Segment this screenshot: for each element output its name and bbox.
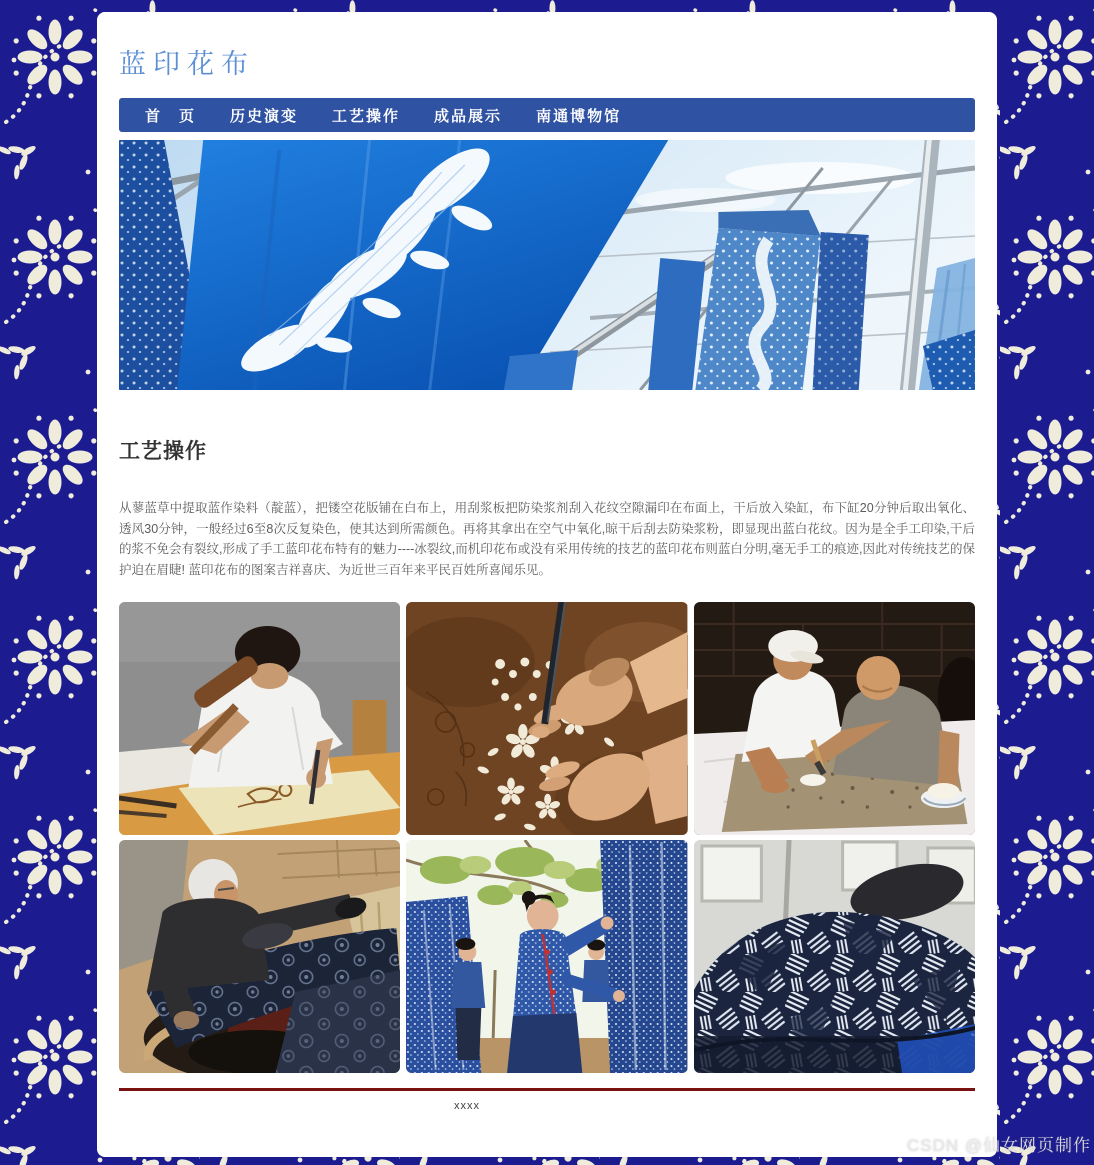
hanging-fabric-right xyxy=(600,840,687,1073)
photo-finished-indigo-fabric xyxy=(694,840,975,1073)
photo-drying-printed-fabric-outdoors xyxy=(406,840,687,1073)
content-card xyxy=(97,12,997,1157)
footer-text: xxxx xyxy=(454,1100,480,1112)
main-nav xyxy=(119,98,975,132)
small-blue-piece xyxy=(504,350,578,390)
section-heading: 工艺操作 xyxy=(119,440,207,463)
csdn-watermark: CSDN @仙女网页制作 xyxy=(906,1136,1091,1155)
nav-item-home[interactable]: 首 页 xyxy=(145,107,197,125)
photo-scraping-paste-on-fabric xyxy=(694,602,975,835)
intro-paragraph: 从蓼蓝草中提取蓝作染料（靛蓝），把镂空花版铺在白布上，用刮浆板把防染浆剂刮入花纹空隙漏印在布面上，干后放入染缸，布下缸20分钟后取出氧化、透风30分钟，一般经过6至8次反复染色，使其达到所需颜色。再将其拿出在空气中氧化,晾干后刮去防染浆粉，即显现出蓝白花纹。因为是全手工印染,干后的浆不免会有裂纹,形成了手工蓝印花布特有的魅力----冰裂纹,而机印花布或没有采用传统的技艺的蓝印花布则蓝白分明,毫无手工的痕迹,因此对传统技艺的保护迫在眉睫! 蓝印花布的图案吉祥喜庆、为近世三百年来平民百姓所喜闻乐见。 xyxy=(119,501,975,577)
photo-cutting-stencil-closeup xyxy=(406,602,687,835)
photo-dyeing-in-indigo-vat xyxy=(119,840,400,1073)
hero-image xyxy=(119,140,975,390)
photo-grid xyxy=(119,602,975,1073)
nav-item-history[interactable]: 历史演变 xyxy=(230,107,299,125)
site-title: 蓝印花布 xyxy=(119,49,255,80)
footer-divider xyxy=(119,1088,975,1091)
photo-carving-stencil-with-mallet xyxy=(119,602,400,835)
nav-item-museum[interactable]: 南通博物馆 xyxy=(536,107,622,125)
nav-item-showcase[interactable]: 成品展示 xyxy=(434,107,503,125)
nav-item-craft[interactable]: 工艺操作 xyxy=(332,107,401,125)
